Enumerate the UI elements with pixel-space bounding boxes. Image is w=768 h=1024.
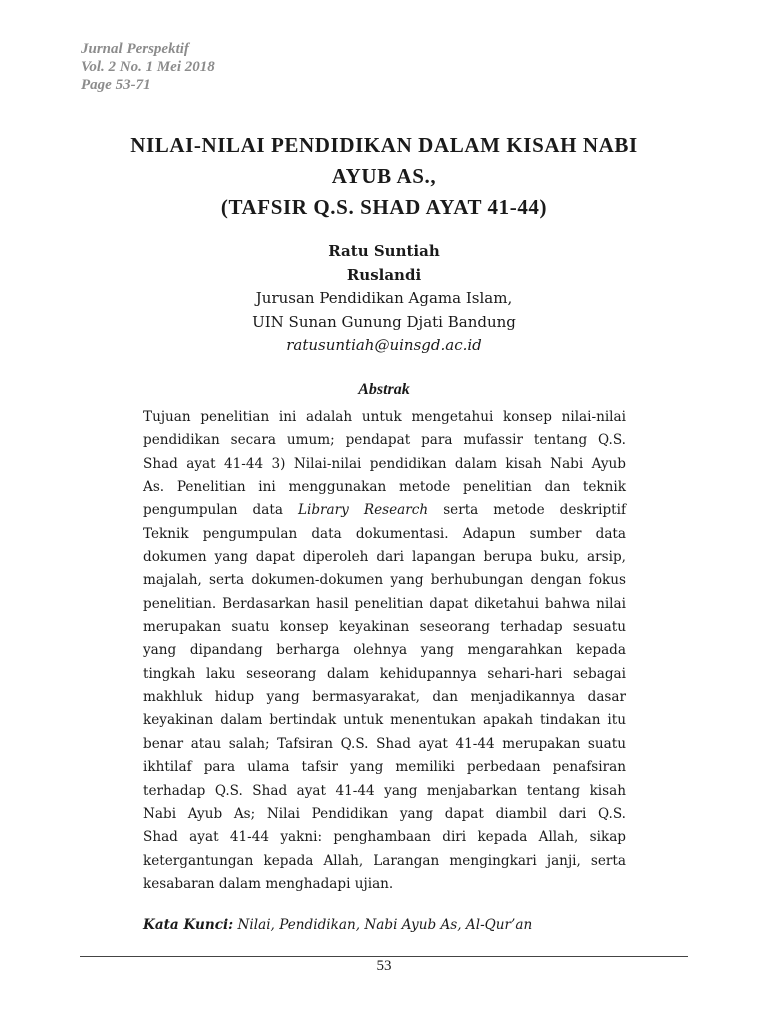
abstract-text: pengumpulan data [143, 502, 283, 519]
author-name: Ratu Suntiah [328, 242, 440, 260]
keywords-label: Kata Kunci: [143, 917, 234, 933]
keywords-value: Nilai, Pendidikan, Nabi Ayub As, Al-Qur’an [237, 917, 533, 933]
abstract-line: makhluk hidup yang bermasyarakat, dan menjadikannya dasar [143, 689, 626, 706]
paper-title [80, 130, 688, 223]
journal-header [81, 40, 215, 94]
abstract-line: keyakinan dalam bertindak untuk menentukan apakah tindakan itu [143, 712, 626, 729]
author-department: Jurusan Pendidikan Agama Islam, [255, 289, 513, 307]
keywords [143, 917, 532, 933]
abstract-line: Nabi Ayub As; Nilai Pendidikan yang dapat diambil dari Q.S. [143, 805, 626, 822]
title-line: AYUB AS., [331, 164, 437, 188]
abstract-line: terhadap Q.S. Shad ayat 41-44 yang menjabarkan tentang kisah [143, 782, 626, 799]
abstract-emphasis: Library Research [297, 502, 429, 519]
author-block [80, 240, 688, 358]
abstract-line: majalah, serta dokumen-dokumen yang berhubungan dengan fokus [143, 572, 626, 589]
abstract-line: Shad ayat 41-44 3) Nilai-nilai pendidikan dalam kisah Nabi Ayub [143, 455, 626, 472]
journal-pages: Page 53-71 [81, 77, 151, 93]
abstract-line: kesabaran dalam menghadapi ujian. [143, 875, 394, 892]
abstract-line: Tujuan penelitian ini adalah untuk mengetahui konsep nilai-nilai [143, 409, 626, 425]
author-email: ratusuntiah@uinsgd.ac.id [286, 336, 482, 354]
abstract-line: yang dipandang berharga olehnya yang mengarahkan kepada [143, 642, 626, 659]
abstract-line: ketergantungan kepada Allah, Larangan mengingkari janji, serta [143, 852, 626, 869]
page-number: 53 [376, 958, 392, 974]
abstract-line: penelitian. Berdasarkan hasil penelitian dapat diketahui bahwa nilai [143, 595, 626, 612]
abstract-line: As. Penelitian ini menggunakan metode penelitian dan teknik [143, 479, 626, 496]
abstract-text: serta metode deskriptif [443, 502, 627, 519]
abstract-line: ikhtilaf para ulama tafsir yang memiliki perbedaan penafsiran [143, 759, 626, 776]
author-name: Ruslandi [346, 265, 422, 284]
title-line: (TAFSIR Q.S. SHAD AYAT 41-44) [220, 195, 548, 219]
abstract-line: tingkah laku seseorang dalam kehidupannya sehari-hari sebagai [143, 665, 626, 682]
journal-name: Jurnal Perspektif [81, 41, 189, 57]
abstract-line: merupakan suatu konsep keyakinan seseorang terhadap sesuatu [143, 619, 626, 636]
abstract-line: benar atau salah; Tafsiran Q.S. Shad ayat 41-44 merupakan suatu [143, 735, 626, 752]
journal-volume: Vol. 2 No. 1 Mei 2018 [81, 59, 215, 75]
abstract-line: dokumen yang dapat diperoleh dari lapangan berupa buku, arsip, [143, 549, 626, 566]
abstract-heading: Abstrak [358, 381, 410, 398]
abstract-line: Teknik pengumpulan data dokumentasi. Adapun sumber data [143, 525, 626, 542]
footer-divider [80, 956, 688, 957]
title-line: NILAI-NILAI PENDIDIKAN DALAM KISAH NABI [130, 133, 638, 157]
abstract-body [143, 406, 626, 896]
abstract-line: Shad ayat 41-44 yakni: penghambaan diri kepada Allah, sikap [143, 829, 626, 846]
abstract-line [143, 499, 626, 522]
author-institution: UIN Sunan Gunung Djati Bandung [252, 312, 516, 331]
abstract-line: pendidikan secara umum; pendapat para mufassir tentang Q.S. [143, 432, 626, 449]
